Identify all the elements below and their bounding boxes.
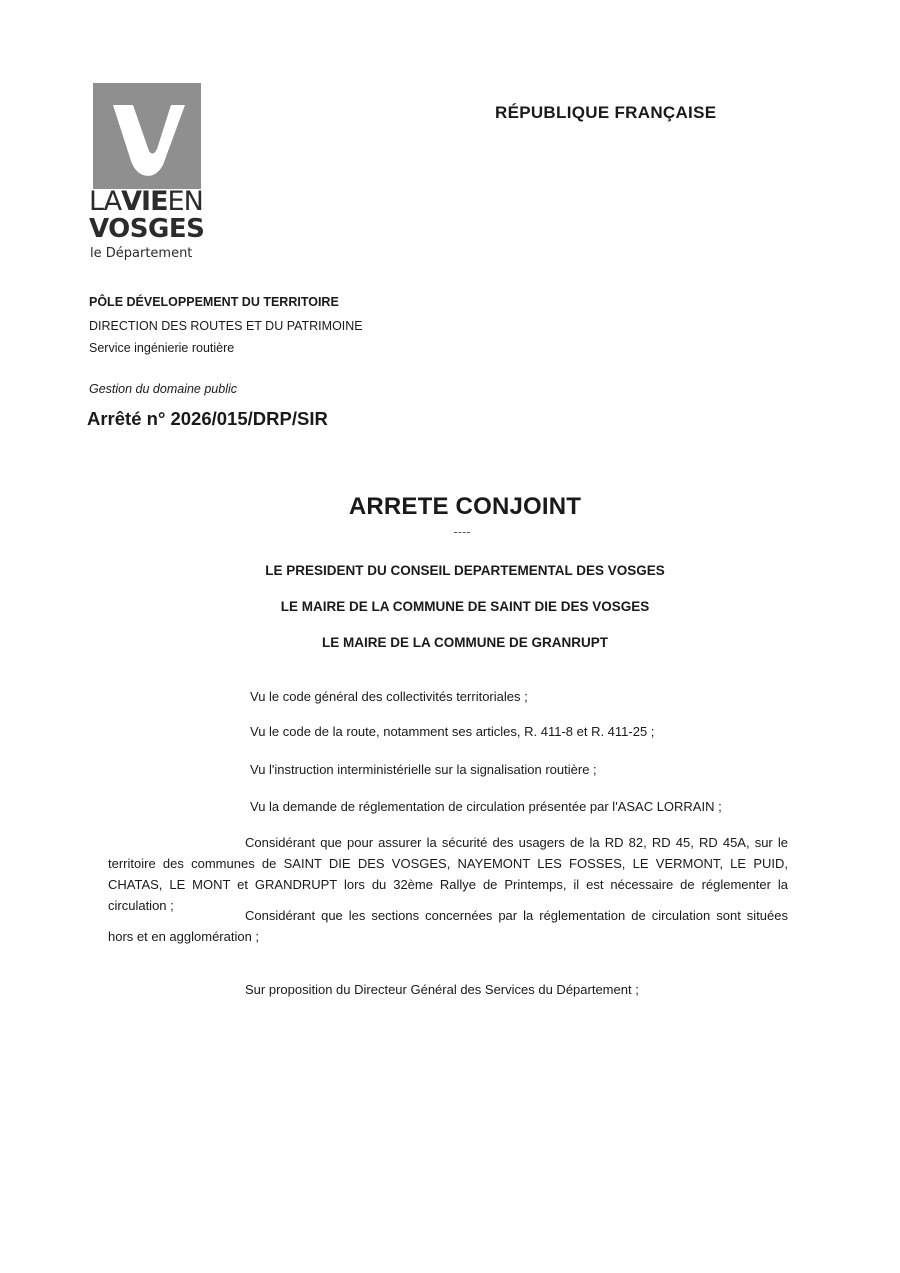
republique-francaise-heading: RÉPUBLIQUE FRANÇAISE — [495, 103, 717, 122]
vu-paragraph: Vu le code de la route, notamment ses articles, R. 411-8 et R. 411-25 ; — [250, 724, 655, 739]
considerant-paragraph: Considérant que les sections concernées par la réglementation de circulation sont situées hors et en agglomération ; — [108, 908, 788, 944]
logo-text-la-vie-en: LAVIEEN — [89, 186, 203, 217]
proposition-paragraph: Sur proposition du Directeur Général des Services du Département ; — [245, 982, 639, 997]
pole-label: PÔLE DÉVELOPPEMENT DU TERRITOIRE — [89, 295, 339, 309]
considerant-paragraph: Considérant que pour assurer la sécurité des usagers de la RD 82, RD 45, RD 45A, sur le territoire des communes de SAINT DIE DES VOSGES, NAYEMONT LES FOSSES, LE VERMONT, LE PUID, CHATAS, LE MONT et GRANDRUPT lors du 32ème Rallye de Printemps, il est nécessaire de réglementer la circulation ; — [108, 835, 788, 913]
logo-text-vosges: VOSGES — [89, 214, 205, 244]
direction-label: DIRECTION DES ROUTES ET DU PATRIMOINE — [89, 319, 363, 333]
service-label: Service ingénierie routière — [89, 341, 235, 355]
authority-maire-saint-die: LE MAIRE DE LA COMMUNE DE SAINT DIE DES VOSGES — [280, 599, 650, 614]
vu-paragraph: Vu la demande de réglementation de circulation présentée par l'ASAC LORRAIN ; — [250, 799, 722, 814]
title-divider — [454, 532, 470, 533]
v-logo-icon — [93, 83, 201, 189]
vu-paragraph: Vu l'instruction interministérielle sur la signalisation routière ; — [250, 762, 597, 777]
arrete-number: Arrêté n° 2026/015/DRP/SIR — [87, 408, 328, 429]
department-logo — [93, 83, 201, 189]
authority-maire-granrupt: LE MAIRE DE LA COMMUNE DE GRANRUPT — [322, 635, 608, 650]
authority-president: LE PRESIDENT DU CONSEIL DEPARTEMENTAL DES VOSGES — [265, 563, 665, 578]
logo-text-departement: le Département — [90, 246, 193, 261]
gestion-label: Gestion du domaine public — [89, 382, 238, 396]
vu-paragraph: Vu le code général des collectivités territoriales ; — [250, 689, 528, 704]
document-title: ARRETE CONJOINT — [348, 493, 582, 520]
